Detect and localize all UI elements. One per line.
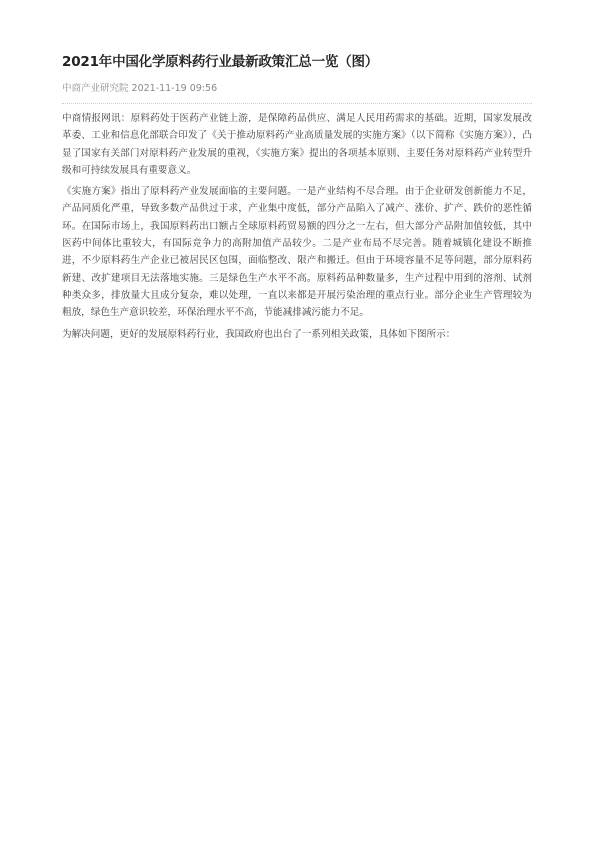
article-meta: 中商产业研究院 2021-11-19 09:56 bbox=[62, 83, 218, 94]
article bbox=[62, 52, 532, 347]
article-body bbox=[62, 110, 532, 343]
meta-divider bbox=[62, 103, 532, 104]
paragraph-intro: 中商情报网讯：原料药处于医药产业链上游，是保障药品供应、满足人民用药需求的基础。近期，国家发展改革委、工业和信息化部联合印发了《关于推动原料药产业高质量发展的实施方案》（以下简称《实施方案》），凸显了国家有关部门对原料药产业发展的重视，《实施方案》提出的各项基本原则、主要任务对原料药产业转型升级和可持续发展具有重要意义。 bbox=[62, 113, 532, 176]
article-title: 2021年中国化学原料药行业最新政策汇总一览（图） bbox=[62, 54, 379, 70]
paragraph-problems: 《实施方案》指出了原料药产业发展面临的主要问题。一是产业结构不尽合理。由于企业研发创新能力不足，产品同质化严重，导致多数产品供过于求，产业集中度低，部分产品陷入了减产、涨价、扩产、跌价的恶性循环。在国际市场上，我国原料药出口额占全球原料药贸易额的四分之一左右，但大部分产品附加值较低，其中医药中间体比重较大，有国际竞争力的高附加值产品较少。二是产业布局不尽完善。随着城镇化建设不断推进，不少原料药生产企业已被居民区包围，面临整改、限产和搬迁。但由于环境容量不足等问题，部分原料药新建、改扩建项目无法落地实施。三是绿色生产水平不高。原料药品种数量多，生产过程中用到的溶剂、试剂种类众多，排放量大且成分复杂，难以处理，一直以来都是开展污染治理的重点行业。部分企业生产管理较为粗放，绿色生产意识较差，环保治理水平不高，节能减排减污能力不足。 bbox=[62, 186, 532, 319]
paragraph-policy-lead: 为解决问题，更好的发展原料药行业，我国政府也出台了一系列相关政策，具体如下图所示： bbox=[62, 328, 456, 340]
